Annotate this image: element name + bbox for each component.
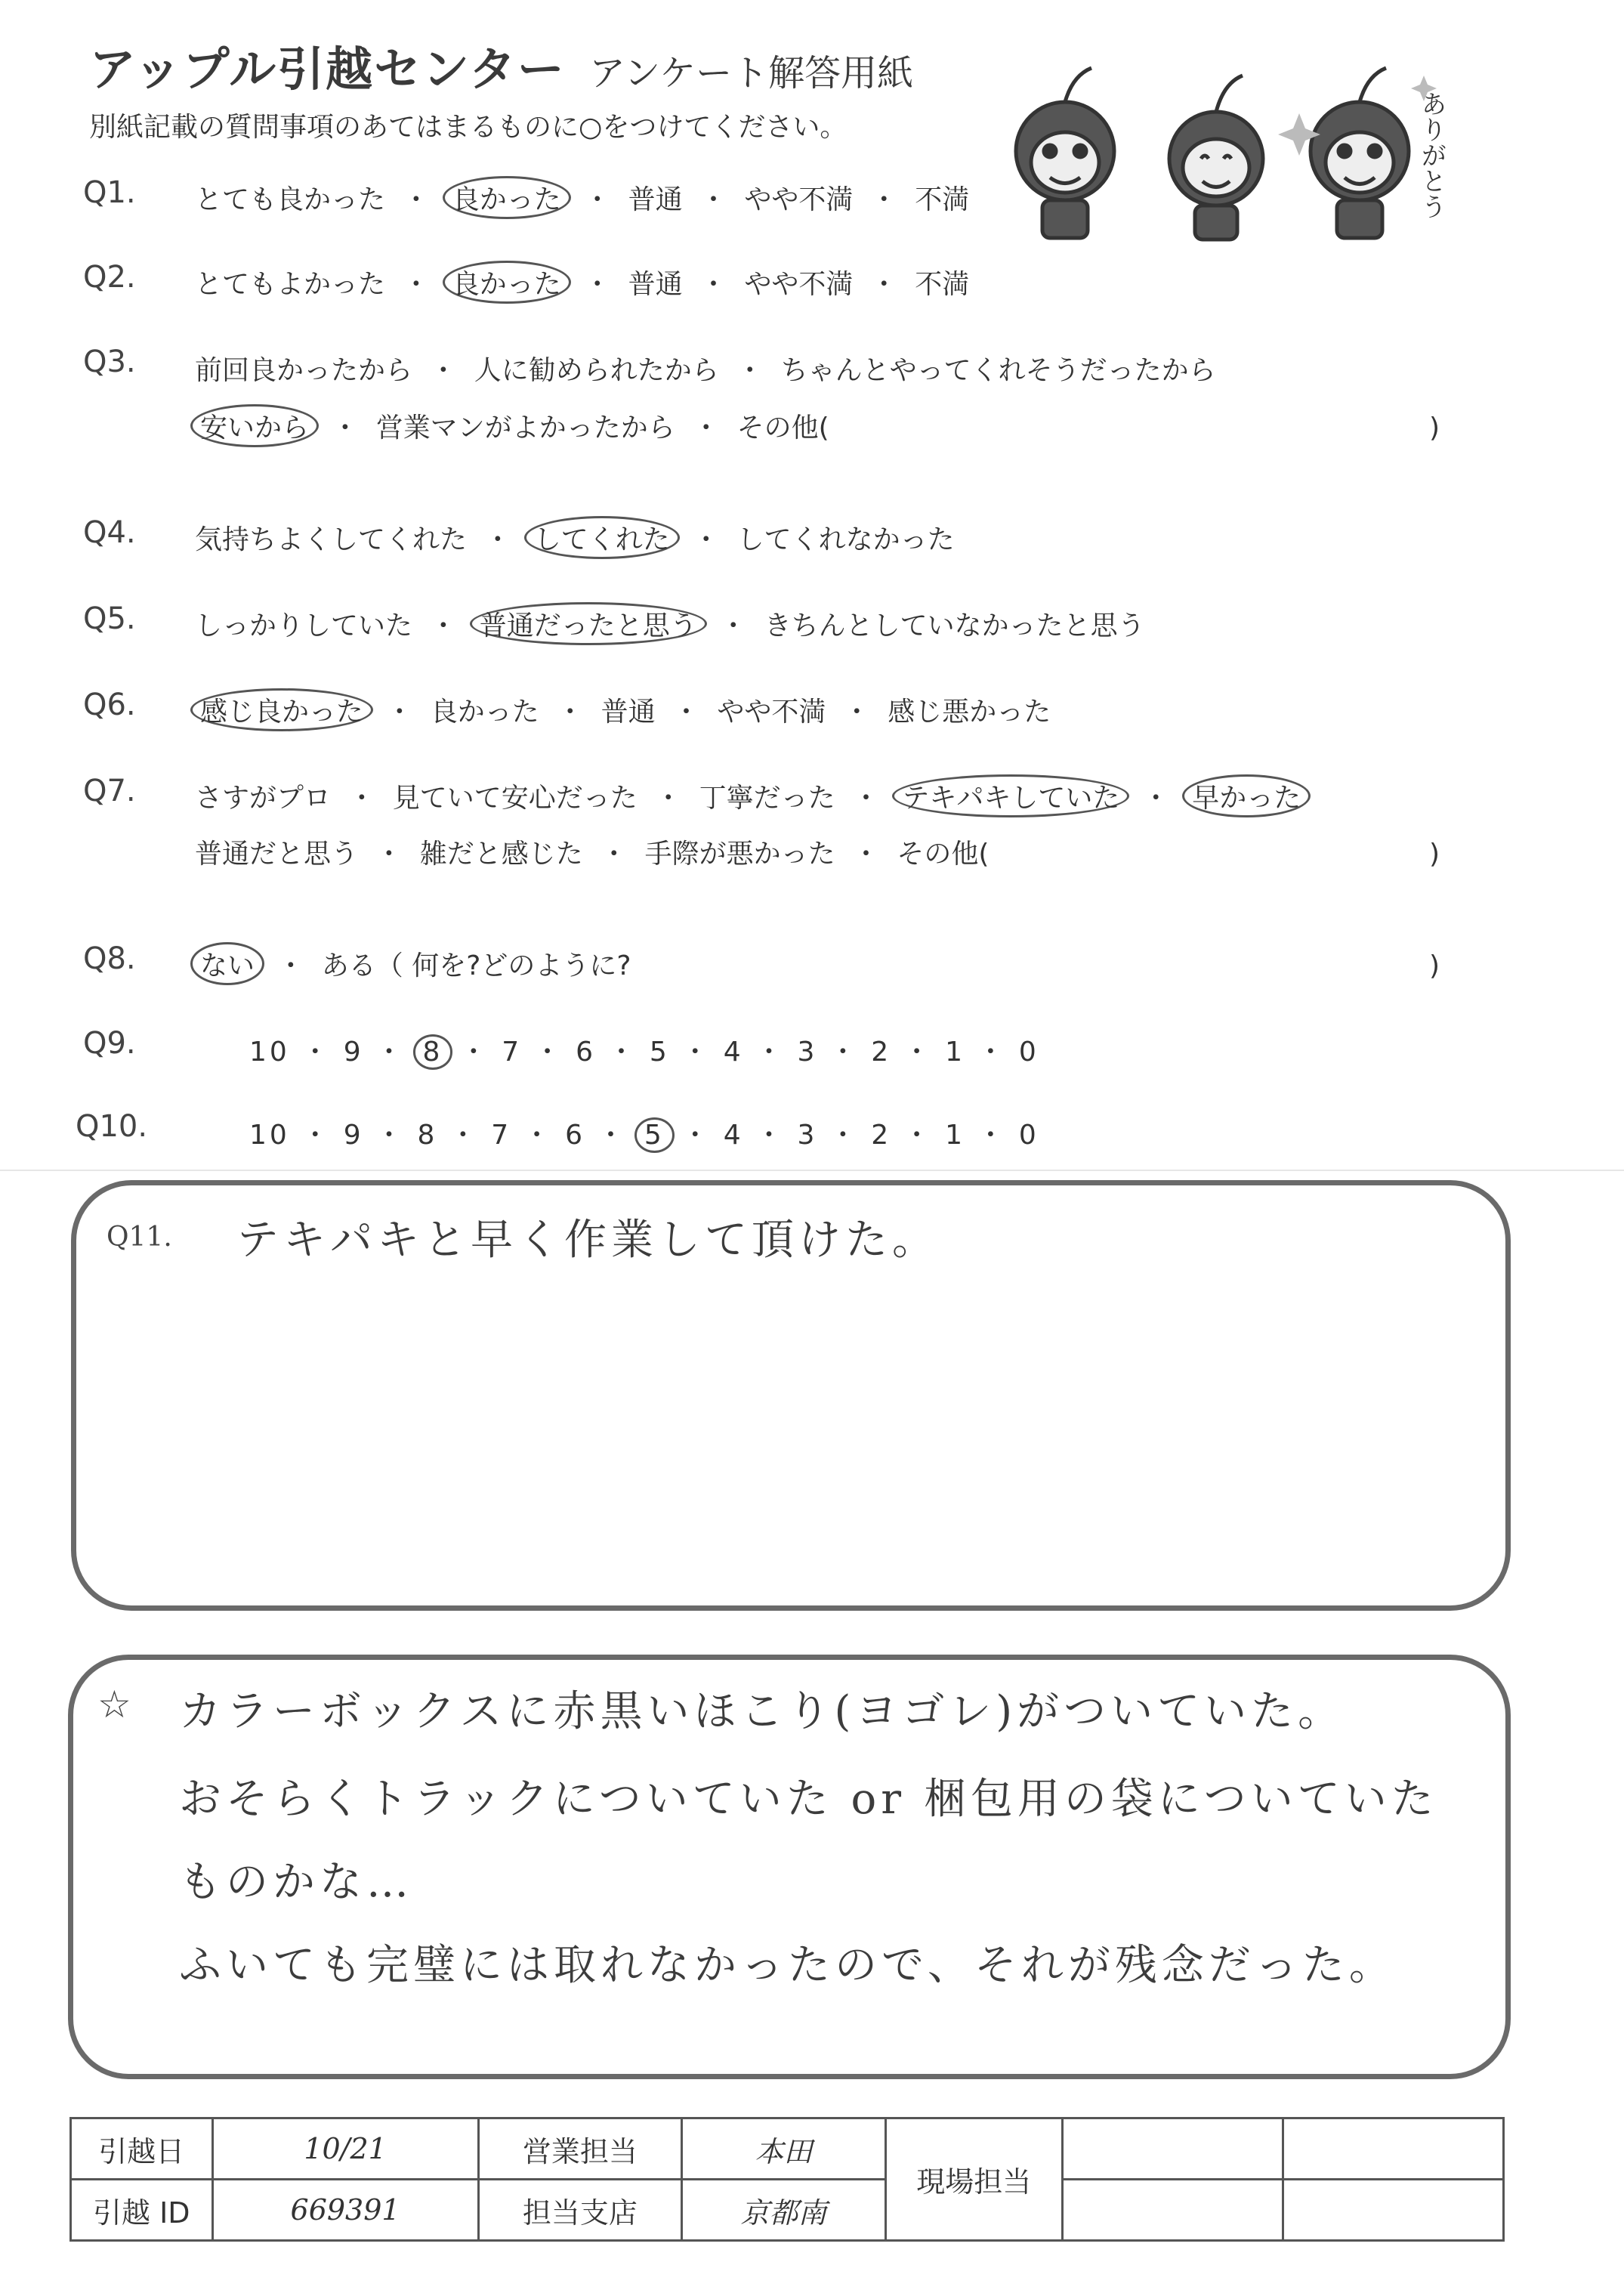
q7-option-other[interactable]: その他( xyxy=(897,839,990,870)
q7-option-7[interactable]: 雑だと感じた xyxy=(419,839,583,870)
q3-option-5[interactable]: 営業マンがよかったから xyxy=(375,413,675,443)
q6-option-1-circled[interactable]: 感じ良かった xyxy=(190,688,373,731)
q1-options: とても良かった ・ 良かった ・ 普通 ・ やや不満 ・ 不満 xyxy=(195,178,969,217)
q10-scale: 10 ・ 9 ・ 8 ・ 7 ・ 6 ・ 5 ・ 4 ・ 3 ・ 2 ・ 1 ・ 0 xyxy=(249,1114,1039,1152)
q10-score-2[interactable]: 2 xyxy=(871,1120,892,1151)
section-divider xyxy=(0,1170,1624,1171)
q3-label: Q3. xyxy=(83,345,136,379)
q3-options-line2: 安いから ・ 営業マンがよかったから ・ その他( xyxy=(195,406,829,445)
move-id-label: 引越 ID xyxy=(71,2180,213,2241)
monkey-mascot-2 xyxy=(1169,76,1263,239)
q5-options: しっかりしていた ・ 普通だったと思う ・ きちんとしていなかったと思う xyxy=(195,604,1145,643)
mascot-caption: ありがとう xyxy=(1416,91,1446,219)
q4-option-2-circled[interactable]: してくれた xyxy=(524,516,680,559)
q3-close-paren: ) xyxy=(1429,413,1440,443)
comment-box[interactable] xyxy=(68,1655,1511,2079)
q7-option-2[interactable]: 見ていて安心だった xyxy=(392,783,638,814)
q6-option-5[interactable]: 感じ悪かった xyxy=(888,697,1051,728)
q1-option-3[interactable]: 普通 xyxy=(628,184,683,215)
q9-score-8-circled[interactable]: 8 xyxy=(413,1034,453,1070)
q8-option-1-circled[interactable]: ない xyxy=(190,942,264,985)
q2-option-3[interactable]: 普通 xyxy=(628,269,683,300)
q9-label: Q9. xyxy=(83,1026,136,1061)
q11-answer-box[interactable] xyxy=(71,1180,1511,1611)
q2-option-2-circled[interactable]: 良かった xyxy=(443,261,571,304)
field-staff-cell-3[interactable] xyxy=(1062,2180,1283,2241)
company-name: アップル引越センター xyxy=(89,42,566,97)
q1-option-4[interactable]: やや不満 xyxy=(744,184,854,215)
q2-option-5[interactable]: 不満 xyxy=(915,269,970,300)
q10-score-3[interactable]: 3 xyxy=(797,1120,818,1151)
q6-label: Q6. xyxy=(83,688,136,722)
q1-option-2-circled[interactable]: 良かった xyxy=(443,176,571,219)
q9-score-4[interactable]: 4 xyxy=(723,1037,744,1068)
q3-option-1[interactable]: 前回良かったから xyxy=(195,355,413,386)
q2-option-4[interactable]: やや不満 xyxy=(744,269,854,300)
q4-options: 気持ちよくしてくれた ・ してくれた ・ してくれなかった xyxy=(195,518,955,557)
field-staff-label: 現場担当 xyxy=(885,2118,1062,2241)
q6-options: 感じ良かった ・ 良かった ・ 普通 ・ やや不満 ・ 感じ悪かった xyxy=(195,691,1051,729)
q5-option-1[interactable]: しっかりしていた xyxy=(195,610,413,641)
q1-label: Q1. xyxy=(83,175,136,210)
q3-option-3[interactable]: ちゃんとやってくれそうだったから xyxy=(780,355,1216,386)
q7-option-6[interactable]: 普通だと思う xyxy=(195,839,359,870)
comment-line-2: おそらくトラックについていた or 梱包用の袋についていた xyxy=(179,1775,1438,1824)
q10-score-4[interactable]: 4 xyxy=(723,1120,744,1151)
q9-score-10[interactable]: 10 xyxy=(249,1037,290,1068)
q1-option-5[interactable]: 不満 xyxy=(915,184,970,215)
q10-score-8[interactable]: 8 xyxy=(417,1120,438,1151)
q10-score-10[interactable]: 10 xyxy=(249,1120,290,1151)
q6-option-2[interactable]: 良かった xyxy=(430,697,539,728)
q7-close-paren: ) xyxy=(1429,839,1440,870)
q10-score-5-circled[interactable]: 5 xyxy=(634,1117,675,1153)
move-id-value[interactable]: 669391 xyxy=(212,2180,478,2241)
form-title: アンケート解答用紙 xyxy=(589,52,914,94)
field-staff-cell-4[interactable] xyxy=(1283,2180,1503,2241)
move-date-label: 引越日 xyxy=(71,2118,213,2180)
q10-score-6[interactable]: 6 xyxy=(565,1120,585,1151)
q8-label: Q8. xyxy=(83,941,136,976)
q7-option-1[interactable]: さすがプロ xyxy=(195,783,332,814)
comment-line-1: カラーボックスに赤黒いほこり(ヨゴレ)がついていた。 xyxy=(179,1687,1345,1736)
sales-label: 営業担当 xyxy=(478,2118,681,2180)
q11-label: Q11. xyxy=(107,1222,172,1253)
q9-score-0[interactable]: 0 xyxy=(1018,1037,1039,1068)
sales-value[interactable]: 本田 xyxy=(682,2118,885,2180)
q9-score-9[interactable]: 9 xyxy=(343,1037,364,1068)
q10-score-9[interactable]: 9 xyxy=(343,1120,364,1151)
q7-option-5-circled[interactable]: 早かった xyxy=(1182,774,1311,817)
q2-option-1[interactable]: とてもよかった xyxy=(195,269,386,300)
q3-option-other[interactable]: その他( xyxy=(736,413,829,443)
q3-options-line1: 前回良かったから ・ 人に勧められたから ・ ちゃんとやってくれそうだったから xyxy=(195,355,1216,386)
info-table xyxy=(69,2117,1505,2242)
q5-label: Q5. xyxy=(83,601,136,636)
q10-score-0[interactable]: 0 xyxy=(1018,1120,1039,1151)
q8-option-2[interactable]: ある（ 何を?どのように? xyxy=(321,950,631,981)
q9-score-2[interactable]: 2 xyxy=(871,1037,892,1068)
q4-option-1[interactable]: 気持ちよくしてくれた xyxy=(195,524,468,555)
q1-option-1[interactable]: とても良かった xyxy=(195,184,386,215)
q7-options-line2: 普通だと思う ・ 雑だと感じた ・ 手際が悪かった ・ その他( xyxy=(195,839,990,870)
q7-option-8[interactable]: 手際が悪かった xyxy=(644,839,835,870)
q7-options-line1: さすがプロ ・ 見ていて安心だった ・ 丁寧だった ・ テキパキしていた ・ 早かった xyxy=(195,777,1306,815)
branch-value[interactable]: 京都南 xyxy=(682,2180,885,2241)
q3-option-2[interactable]: 人に勧められたから xyxy=(474,355,719,386)
move-date-value[interactable]: 10/21 xyxy=(212,2118,478,2180)
field-staff-cell-1[interactable] xyxy=(1062,2118,1283,2180)
q8-close-paren: ) xyxy=(1429,950,1440,981)
q2-label: Q2. xyxy=(83,260,136,295)
q4-option-3[interactable]: してくれなかった xyxy=(736,524,955,555)
q7-option-4-circled[interactable]: テキパキしていた xyxy=(892,774,1129,817)
branch-label: 担当支店 xyxy=(478,2180,681,2241)
monkey-mascot-3 xyxy=(1311,68,1409,238)
q3-option-4-circled[interactable]: 安いから xyxy=(190,404,319,447)
q9-score-3[interactable]: 3 xyxy=(797,1037,818,1068)
q10-score-1[interactable]: 1 xyxy=(945,1120,965,1151)
q7-label: Q7. xyxy=(83,774,136,808)
q11-handwritten-answer: テキパキと早く作業して頂けた。 xyxy=(236,1216,939,1265)
mascot-illustration xyxy=(990,45,1473,249)
q7-option-3[interactable]: 丁寧だった xyxy=(699,783,835,814)
q5-option-3[interactable]: きちんとしていなかったと思う xyxy=(764,610,1145,641)
star-icon: ☆ xyxy=(97,1683,131,1726)
field-staff-cell-2[interactable] xyxy=(1283,2118,1503,2180)
q9-score-5[interactable]: 5 xyxy=(649,1037,670,1068)
comment-line-4: ふいても完璧には取れなかったので、それが残念だった。 xyxy=(179,1941,1396,1990)
q9-score-7[interactable]: 7 xyxy=(502,1037,523,1068)
monkey-mascot-1 xyxy=(1016,68,1114,238)
q5-option-2-circled[interactable]: 普通だったと思う xyxy=(470,602,707,645)
q9-score-1[interactable]: 1 xyxy=(945,1037,965,1068)
comment-line-3: ものかな… xyxy=(179,1858,413,1907)
q9-scale: 10 ・ 9 ・ 8 ・ 7 ・ 6 ・ 5 ・ 4 ・ 3 ・ 2 ・ 1 ・ 0 xyxy=(249,1031,1039,1069)
instruction-text: 別紙記載の質問事項のあてはまるものに○をつけてください。 xyxy=(89,112,848,143)
q9-score-6[interactable]: 6 xyxy=(576,1037,596,1068)
q6-option-3[interactable]: 普通 xyxy=(601,697,656,728)
q4-label: Q4. xyxy=(83,515,136,550)
q8-options: ない ・ ある（ 何を?どのように? xyxy=(195,944,631,983)
q2-options: とてもよかった ・ 良かった ・ 普通 ・ やや不満 ・ 不満 xyxy=(195,263,969,301)
q10-label: Q10. xyxy=(76,1109,148,1144)
q6-option-4[interactable]: やや不満 xyxy=(717,697,826,728)
q10-score-7[interactable]: 7 xyxy=(491,1120,512,1151)
